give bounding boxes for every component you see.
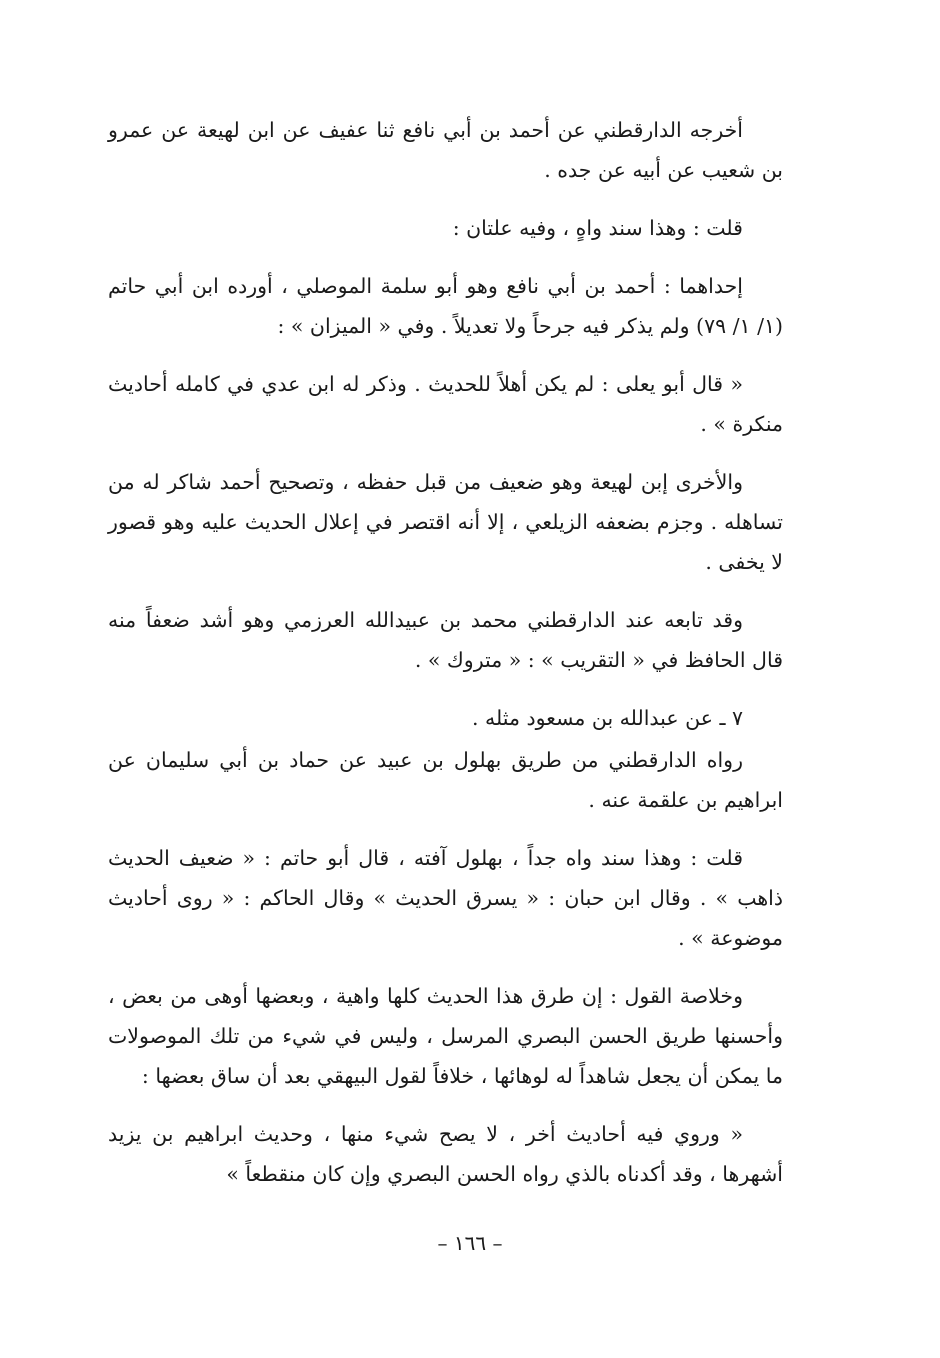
paragraph-2: قلت : وهذا سند واهٍ ، وفيه علتان : <box>452 216 743 240</box>
body-text <box>108 110 783 1194</box>
paragraph-6: وقد تابعه عند الدارقطني محمد بن عبيدالله العرزمي وهو أشد ضعفاً منه قال الحافظ في « التقريب » : « متروك » . <box>108 608 783 672</box>
page-number: – ١٦٦ – <box>437 1231 503 1255</box>
paragraph-8: رواه الدارقطني من طريق بهلول بن عبيد عن حماد بن أبي سليمان عن ابراهيم بن علقمة عنه . <box>108 748 783 812</box>
paragraph-10: وخلاصة القول : إن طرق هذا الحديث كلها واهية ، وبعضها أوهى من بعض ، وأحسنها طريق الحسن البصري المرسل ، وليس في شيء من تلك الموصولات ما يمكن أن يجعل شاهداً له لوهائها ، خلافاً لقول البيهقي بعد أن ساق بعضها : <box>108 984 783 1088</box>
paragraph-3: إحداهما : أحمد بن أبي نافع وهو أبو سلمة الموصلي ، أورده ابن أبي حاتم (١/ ١/ ٧٩) ولم يذكر فيه جرحاً ولا تعديلاً . وفي « الميزان » : <box>108 274 783 338</box>
paragraph-11: « وروي فيه أحاديث أخر ، لا يصح شيء منها ، وحديث ابراهيم بن يزيد أشهرها ، وقد أكدناه بالذي رواه الحسن البصري وإن كان منقطعاً » <box>108 1122 783 1186</box>
paragraph-9: قلت : وهذا سند واه جداً ، بهلول آفته ، قال أبو حاتم : « ضعيف الحديث ذاهب » . وقال ابن حبان : « يسرق الحديث » وقال الحاكم : « روى أحاديث موضوعة » . <box>108 846 783 950</box>
paragraph-1: أخرجه الدارقطني عن أحمد بن أبي نافع ثنا عفيف عن ابن لهيعة عن عمرو بن شعيب عن أبيه عن جده . <box>108 118 783 182</box>
hadith-heading-7: ٧ ـ عن عبدالله بن مسعود مثله . <box>471 706 743 730</box>
paragraph-4: « قال أبو يعلى : لم يكن أهلاً للحديث . وذكر له ابن عدي في كامله أحاديث منكرة » . <box>108 372 783 436</box>
paragraph-5: والأخرى إبن لهيعة وهو ضعيف من قبل حفظه ، وتصحيح أحمد شاكر له من تساهله . وجزم بضعفه الزيلعي ، إلا أنه اقتصر في إعلال الحديث عليه وهو قصور لا يخفى . <box>108 470 783 574</box>
